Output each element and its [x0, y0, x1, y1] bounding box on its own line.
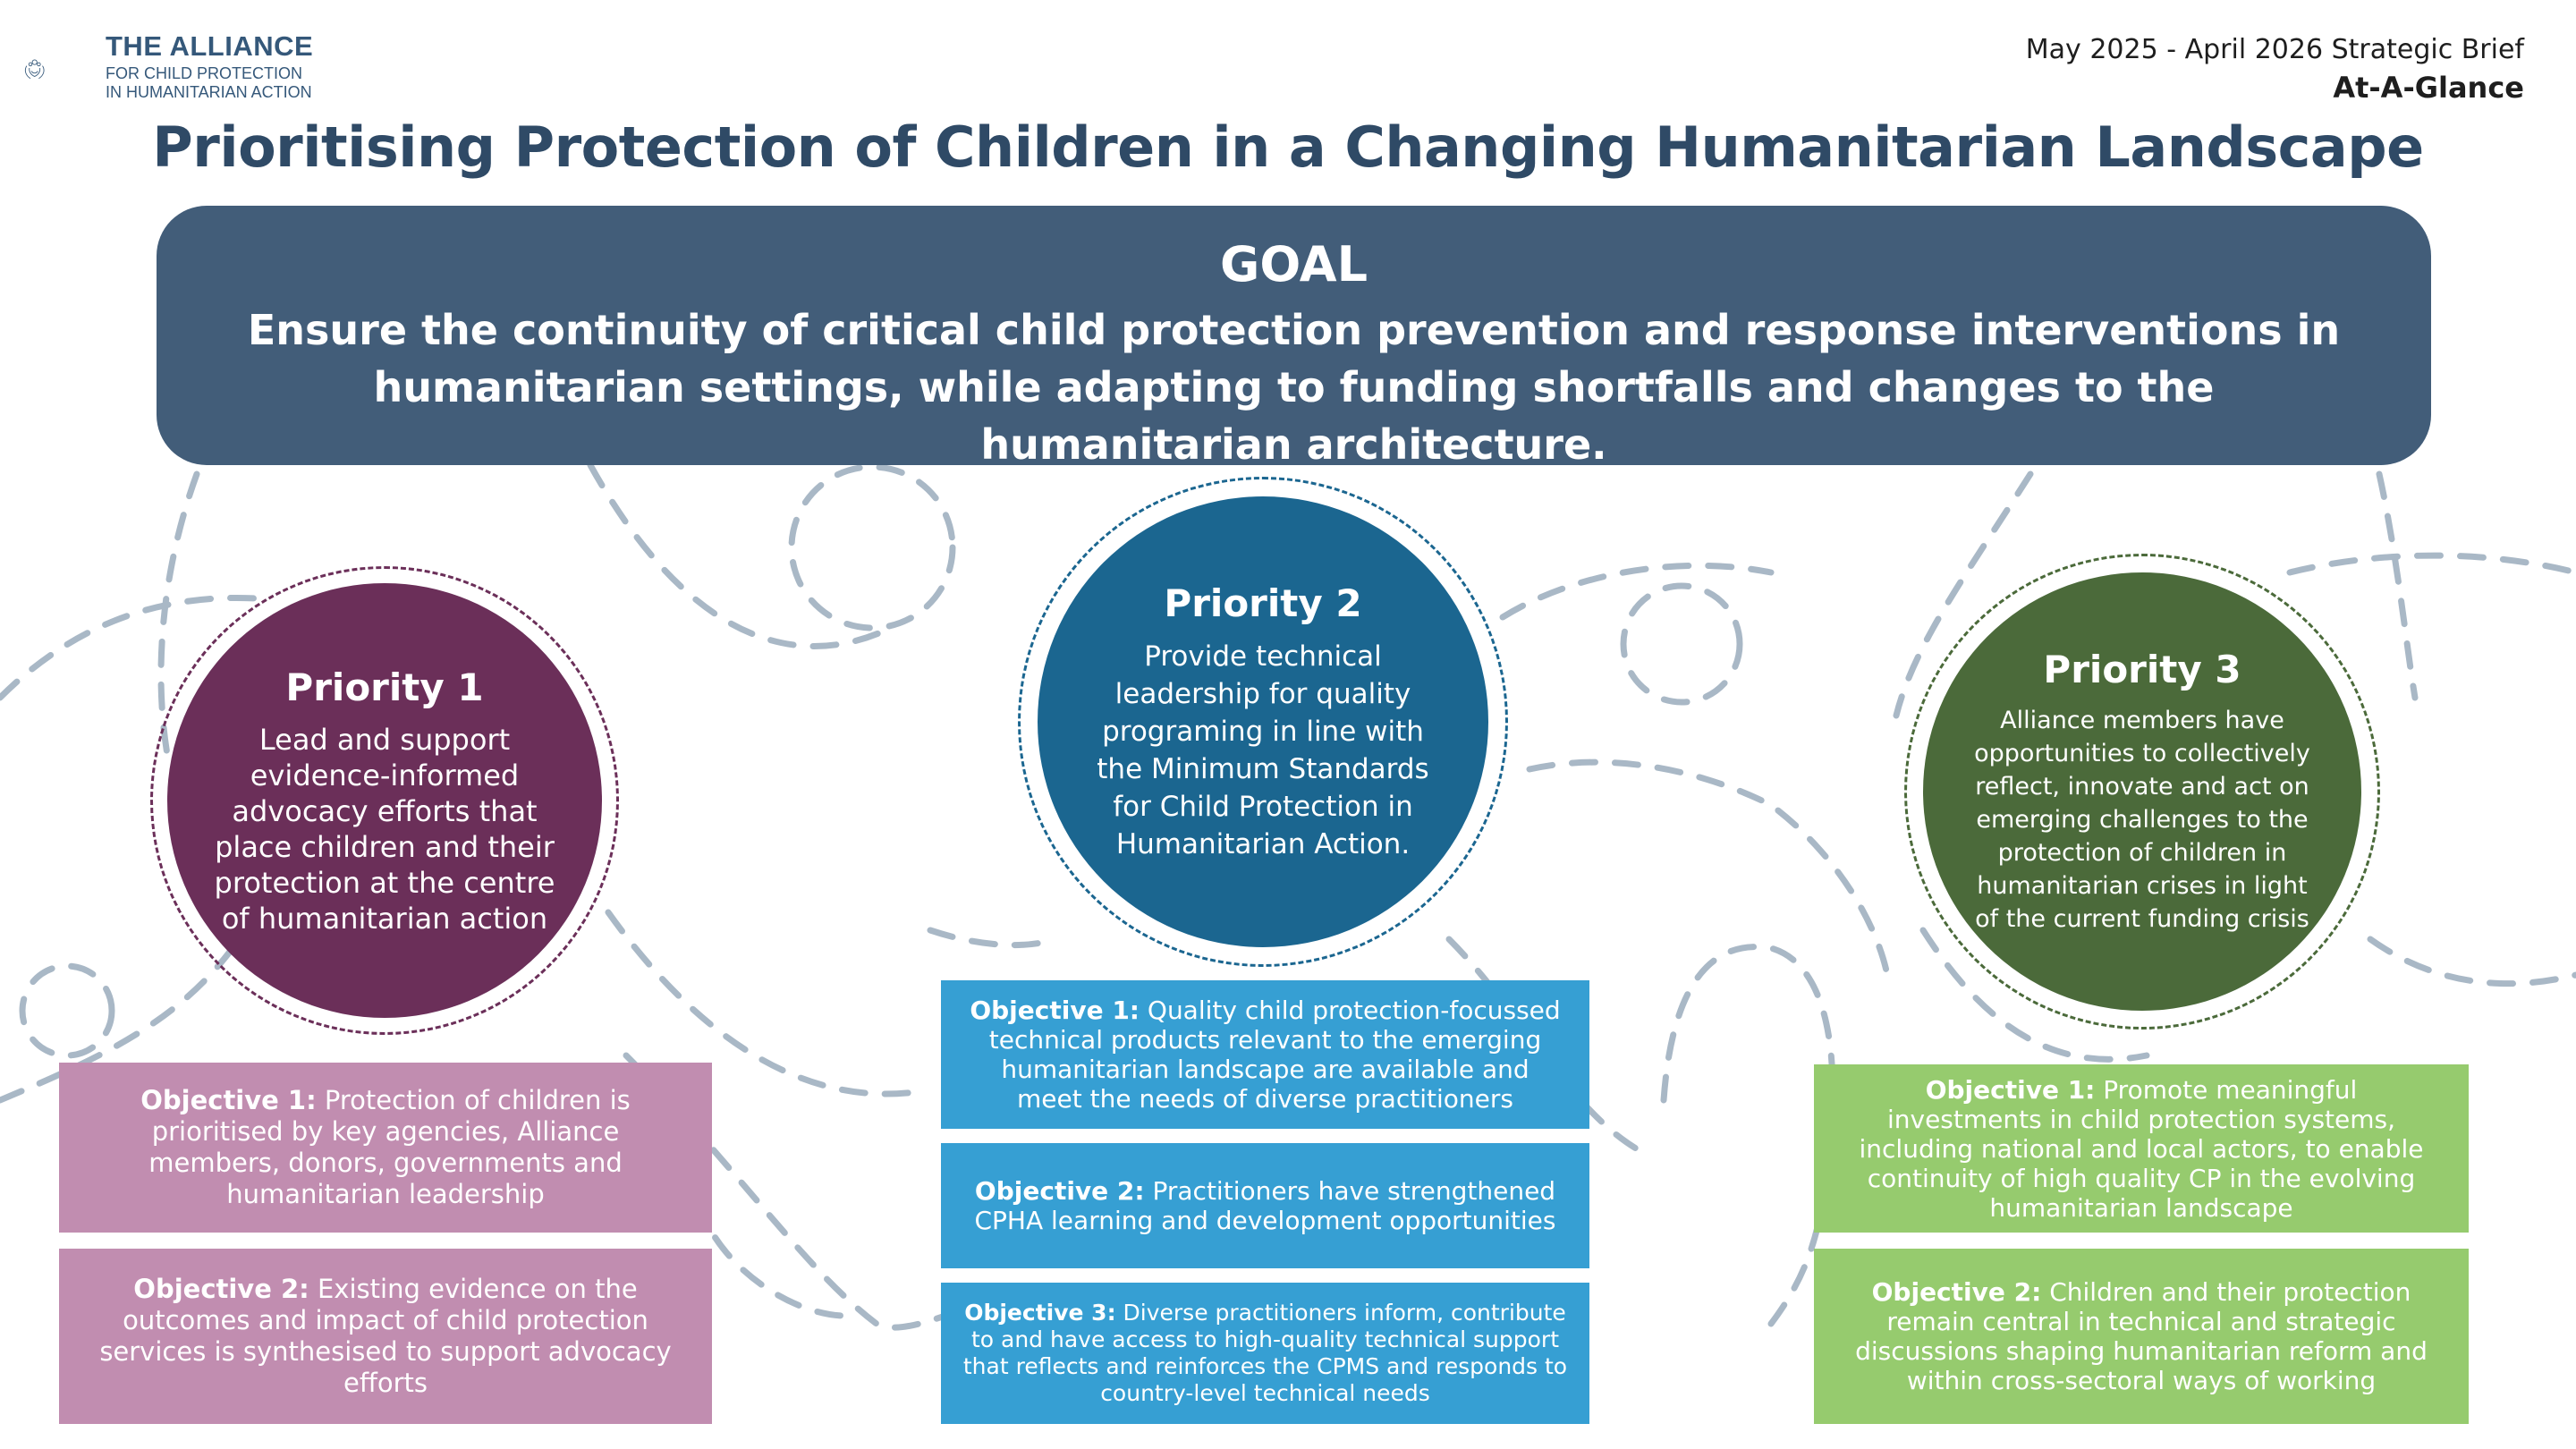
- objective-label: Objective 1:: [140, 1085, 317, 1115]
- priority-3-text: Alliance members have opportunities to collectively reflect, innovate and act on emerging challenges to the protection of children in humanitarian crises in light of the current funding crisis: [1974, 707, 2310, 933]
- logo-subtitle-line1: FOR CHILD PROTECTION: [106, 64, 303, 82]
- objective-label: Objective 1:: [1925, 1074, 2096, 1105]
- priority-2-objective-1: [941, 980, 1589, 1129]
- objective-text: Promote meaningful investments in child protection systems, including national and local actors, to enable continuity of high quality CP in the evolving humanitarian landscape: [1859, 1074, 2424, 1223]
- dashed-line: [2379, 474, 2415, 698]
- dashed-line: [590, 465, 894, 647]
- objective-label: Objective 2:: [1871, 1277, 2042, 1307]
- priority-3-objective-1: [1814, 1064, 2469, 1233]
- objective-text: Protection of children is prioritised by key agencies, Alliance members, donors, governments and humanitarian leadership: [148, 1085, 631, 1209]
- priority-2-objective-2: [941, 1143, 1589, 1268]
- dashed-line: [698, 1199, 859, 1316]
- dashed-line: [2370, 939, 2576, 984]
- objective-text: Children and their protection remain central in technical and strategic discussions shaping humanitarian reform and within cross-sectoral ways of working: [1855, 1277, 2428, 1395]
- priority-3-title: Priority 3: [2043, 648, 2241, 691]
- priority-1-objective-2: [59, 1249, 712, 1424]
- priority-2-objective-3: [941, 1283, 1589, 1424]
- objective-label: Objective 2:: [133, 1274, 309, 1304]
- objective-label: Objective 1:: [970, 996, 1140, 1025]
- logo-subtitle: [106, 64, 312, 102]
- dashed-line: [1664, 947, 1833, 1324]
- dashed-line: [2290, 555, 2576, 572]
- brief-label: At-A-Glance: [2333, 71, 2524, 105]
- goal-banner: [157, 206, 2431, 469]
- priority-1-circle: [167, 583, 602, 1018]
- objective-text: Practitioners have strengthened CPHA learning and development opportunities: [974, 1176, 1556, 1235]
- priority-3-objective-2: [1814, 1249, 2469, 1424]
- dashed-circle: [1623, 586, 1740, 702]
- logo-subtitle-line2: IN HUMANITARIAN ACTION: [106, 83, 312, 101]
- dashed-line: [1530, 762, 1887, 975]
- logo-title: THE ALLIANCE: [106, 30, 314, 62]
- priority-2-text: Provide technical leadership for quality programing in line with the Minimum Standards for Child Protection in Humanitarian Action.: [1097, 640, 1429, 860]
- page-title: Prioritising Protection of Children in a Changing Humanitarian Landscape: [152, 114, 2424, 180]
- priority-1-objective-1: [59, 1063, 712, 1233]
- dashed-circle: [792, 467, 953, 628]
- priority-3-circle: [1923, 572, 2361, 1011]
- goal-text: Ensure the continuity of critical child protection prevention and response interventions in humanitarian settings, while adapting to funding shortfalls and changes to the humanitarian architecture.: [247, 306, 2341, 469]
- priority-1-title: Priority 1: [285, 665, 484, 709]
- brief-header: [2026, 34, 2524, 105]
- priority-2-title: Priority 2: [1164, 580, 1362, 625]
- objective-text: Existing evidence on the outcomes and impact of child protection services is synthesised to support advocacy efforts: [99, 1274, 672, 1398]
- objective-label: Objective 2:: [974, 1176, 1145, 1206]
- objective-text: Quality child protection-focussed technical products relevant to the emerging humanitarian landscape are available and meet the needs of diverse practitioners: [988, 996, 1561, 1114]
- dashed-line: [930, 930, 1055, 945]
- objective-label: Objective 3:: [964, 1300, 1116, 1326]
- objective-text: Diverse practitioners inform, contribute to and have access to high-quality technical support that reflects and reinforces the CPMS and responds to country-level technical needs: [962, 1300, 1568, 1406]
- priority-1-text: Lead and support evidence-informed advocacy efforts that place children and their protection at the centre of humanitarian action: [214, 722, 555, 936]
- alliance-logo-icon: [21, 25, 111, 111]
- brief-period: May 2025 - April 2026 Strategic Brief: [2025, 34, 2524, 65]
- priority-2-circle: [1038, 496, 1488, 947]
- dashed-circle: [22, 966, 112, 1055]
- goal-heading: GOAL: [1220, 236, 1368, 292]
